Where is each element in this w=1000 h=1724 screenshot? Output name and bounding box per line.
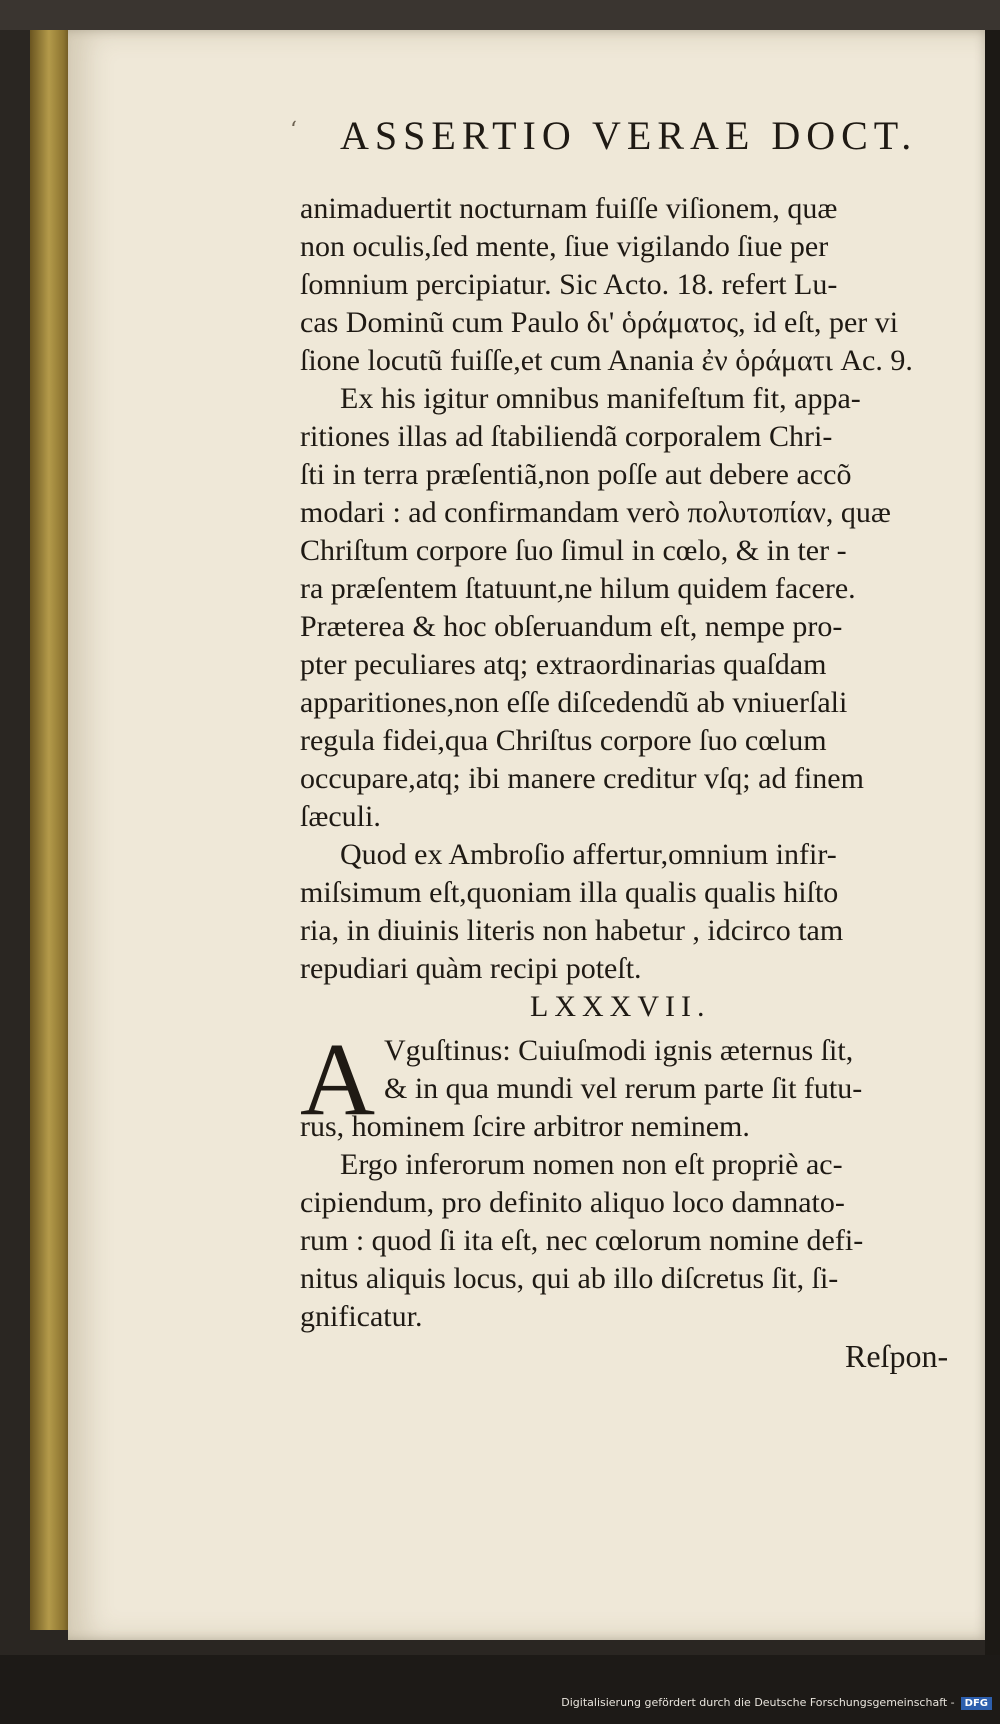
paragraph-3: [300, 836, 980, 988]
text-line: ſti in terra præſentiã,non poſſe aut debere accõ: [300, 458, 852, 491]
text-line: nitus aliquis locus, qui ab illo diſcretus ſit, ſi-: [300, 1262, 839, 1295]
text-line: pter peculiares atq; extraordinarias quaſdam: [300, 648, 827, 681]
text-line: miſsimum eſt,quoniam illa qualis qualis hiſto: [300, 876, 839, 909]
section-number: LXXXVII.: [530, 990, 711, 1023]
text-line: modari : ad confirmandam verò πολυτοπίαν, quæ: [300, 496, 891, 529]
drop-capital: A: [300, 1022, 376, 1137]
dfg-logo-icon: DFG: [961, 1697, 992, 1710]
paragraph-1: [300, 190, 980, 380]
text-line: regula fidei,qua Chriſtus corpore ſuo cœlum: [300, 724, 827, 757]
text-line: cas Dominũ cum Paulo δι' ὁράματος, id eſt, per vi: [300, 306, 899, 339]
text-line: apparitiones,non eſſe diſcedendũ ab vniuerſali: [300, 686, 848, 719]
text-line: gnificatur.: [300, 1300, 423, 1333]
text-line: occupare,atq; ibi manere creditur vſq; ad finem: [300, 762, 864, 795]
text-line: & in qua mundi vel rerum parte ſit futu-: [384, 1072, 863, 1105]
text-line: ra præſentem ſtatuunt,ne hilum quidem facere.: [300, 572, 856, 605]
text-line: cipiendum, pro definito aliquo loco damnato-: [300, 1186, 845, 1219]
running-head: ASSERTIO VERAE DOCT.: [340, 113, 918, 158]
section-text: [300, 1022, 980, 1336]
text-line: Quod ex Ambroſio affertur,omnium infir-: [340, 838, 837, 871]
scan-frame-bottom: [0, 1655, 1000, 1724]
text-line: Ex his igitur omnibus manifeſtum fit, appa-: [340, 382, 861, 415]
scan-frame-top: [0, 0, 1000, 30]
text-line: ritiones illas ad ſtabiliendã corporalem Chri-: [300, 420, 833, 453]
text-line: non oculis,ſed mente, ſiue vigilando ſiue per: [300, 230, 829, 263]
text-line: Ergo inferorum nomen non eſt propriè ac-: [340, 1148, 843, 1181]
page-mark: ‘: [290, 118, 297, 143]
text-line: ſomnium percipiatur. Sic Acto. 18. refert Lu-: [300, 268, 838, 301]
paragraph-2: [300, 380, 980, 836]
digitization-footer: [0, 1696, 992, 1710]
text-line: rum : quod ſi ita eſt, nec cœlorum nomine defi-: [300, 1224, 864, 1257]
text-line: Chriſtum corpore ſuo ſimul in cœlo, & in ter -: [300, 534, 847, 567]
text-line: ria, in diuinis literis non habetur , idcirco tam: [300, 914, 844, 947]
catchword: Reſpon-: [845, 1338, 949, 1374]
text-line: Vguſtinus: Cuiuſmodi ignis æternus ſit,: [384, 1034, 854, 1067]
book-page-edges: [30, 30, 72, 1630]
footer-text: Digitalisierung gefördert durch die Deutsche Forschungsgemeinschaft -: [561, 1696, 955, 1709]
text-line: repudiari quàm recipi poteſt.: [300, 952, 642, 985]
text-line: ſione locutũ fuiſſe,et cum Anania ἐν ὁράματι Ac. 9.: [300, 344, 913, 377]
scan-frame-right: [985, 30, 1000, 1655]
text-line: Præterea & hoc obſeruandum eſt, nempe pro-: [300, 610, 843, 643]
text-line: ſæculi.: [300, 800, 381, 833]
text-line: rus, hominem ſcire arbitror neminem.: [300, 1110, 750, 1143]
text-line: animaduertit nocturnam fuiſſe viſionem, quæ: [300, 192, 838, 225]
